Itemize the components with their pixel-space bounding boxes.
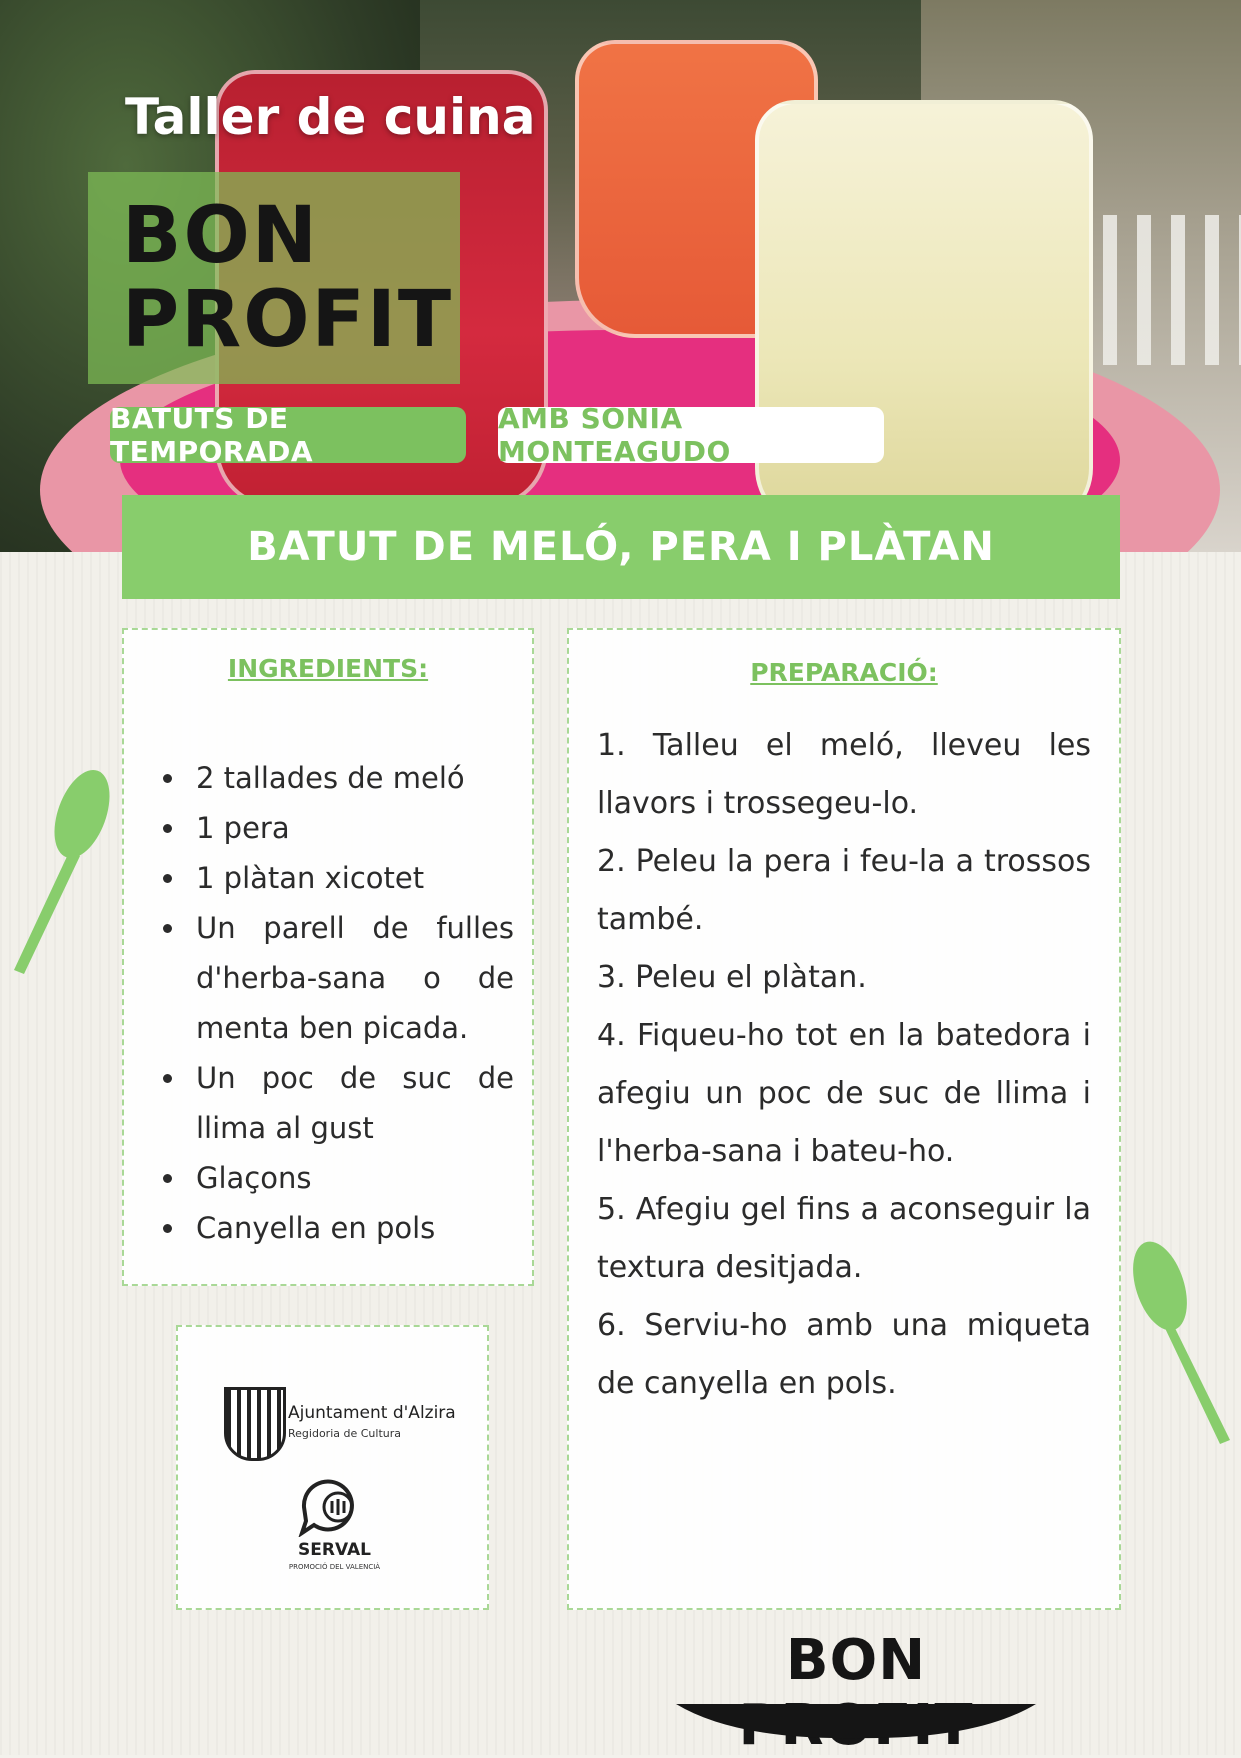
preparation-heading: PREPARACIÓ: — [750, 658, 938, 687]
serval-logo-icon — [298, 1477, 368, 1537]
spoon-icon-right — [1120, 1230, 1241, 1450]
spoon-bowl-icon — [676, 1700, 1036, 1740]
workshop-kicker: Taller de cuina — [125, 88, 536, 146]
list-item: • Un parell de fulles d'herba-sana o de menta ben picada. — [188, 903, 514, 1053]
series-tag: BATUTS DE TEMPORADA — [110, 407, 466, 463]
serval-subtitle: PROMOCIÓ DEL VALENCIÀ — [288, 1563, 381, 1571]
preparation-steps — [597, 717, 1091, 1413]
ajuntament-subtitle: Regidoria de Cultura — [288, 1427, 401, 1440]
ajuntament-seal-icon — [224, 1387, 286, 1461]
spoon-icon-left — [0, 770, 120, 980]
list-item: • Glaçons — [188, 1153, 514, 1203]
ajuntament-name: Ajuntament d'Alzira — [288, 1403, 456, 1423]
preparation-card — [567, 628, 1121, 1610]
step-item: 3. Peleu el plàtan. — [597, 960, 867, 995]
recipe-title: BATUT DE MELÓ, PERA I PLÀTAN — [122, 495, 1120, 599]
step-item: 2. Peleu la pera i feu-la a trossos també. — [597, 844, 1091, 937]
ingredients-card — [122, 628, 534, 1286]
bon-profit-logo — [88, 172, 460, 384]
ingredients-heading: INGREDIENTS: — [227, 654, 429, 683]
list-item: • 1 plàtan xicotet — [188, 853, 514, 903]
footer-logo-text: BON — [785, 1628, 927, 1693]
sponsor-logos-card — [176, 1325, 489, 1610]
step-item: 5. Afegiu gel fins a aconseguir la textura desitjada. — [597, 1192, 1091, 1285]
step-item: 1. Talleu el meló, lleveu les llavors i trossegeu-lo. — [597, 728, 1091, 821]
serval-name: SERVAL — [298, 1540, 371, 1560]
ingredients-list — [124, 753, 514, 1253]
step-item: 6. Serviu-ho amb una miqueta de canyella en pols. — [597, 1308, 1091, 1401]
host-tag: AMB SONIA MONTEAGUDO — [498, 407, 884, 463]
list-item: • Un poc de suc de llima al gust — [188, 1053, 514, 1153]
list-item: • 2 tallades de meló — [188, 753, 514, 803]
list-item: • 1 pera — [188, 803, 514, 853]
logo-line-2: PROFIT — [122, 275, 454, 365]
logo-line-1: BON — [122, 191, 320, 281]
step-item: 4. Fiqueu-ho tot en la batedora i afegiu un poc de suc de llima i l'herba-sana i bateu-ho. — [597, 1018, 1091, 1169]
footer-logo — [676, 1628, 1036, 1738]
list-item: • Canyella en pols — [188, 1203, 514, 1253]
